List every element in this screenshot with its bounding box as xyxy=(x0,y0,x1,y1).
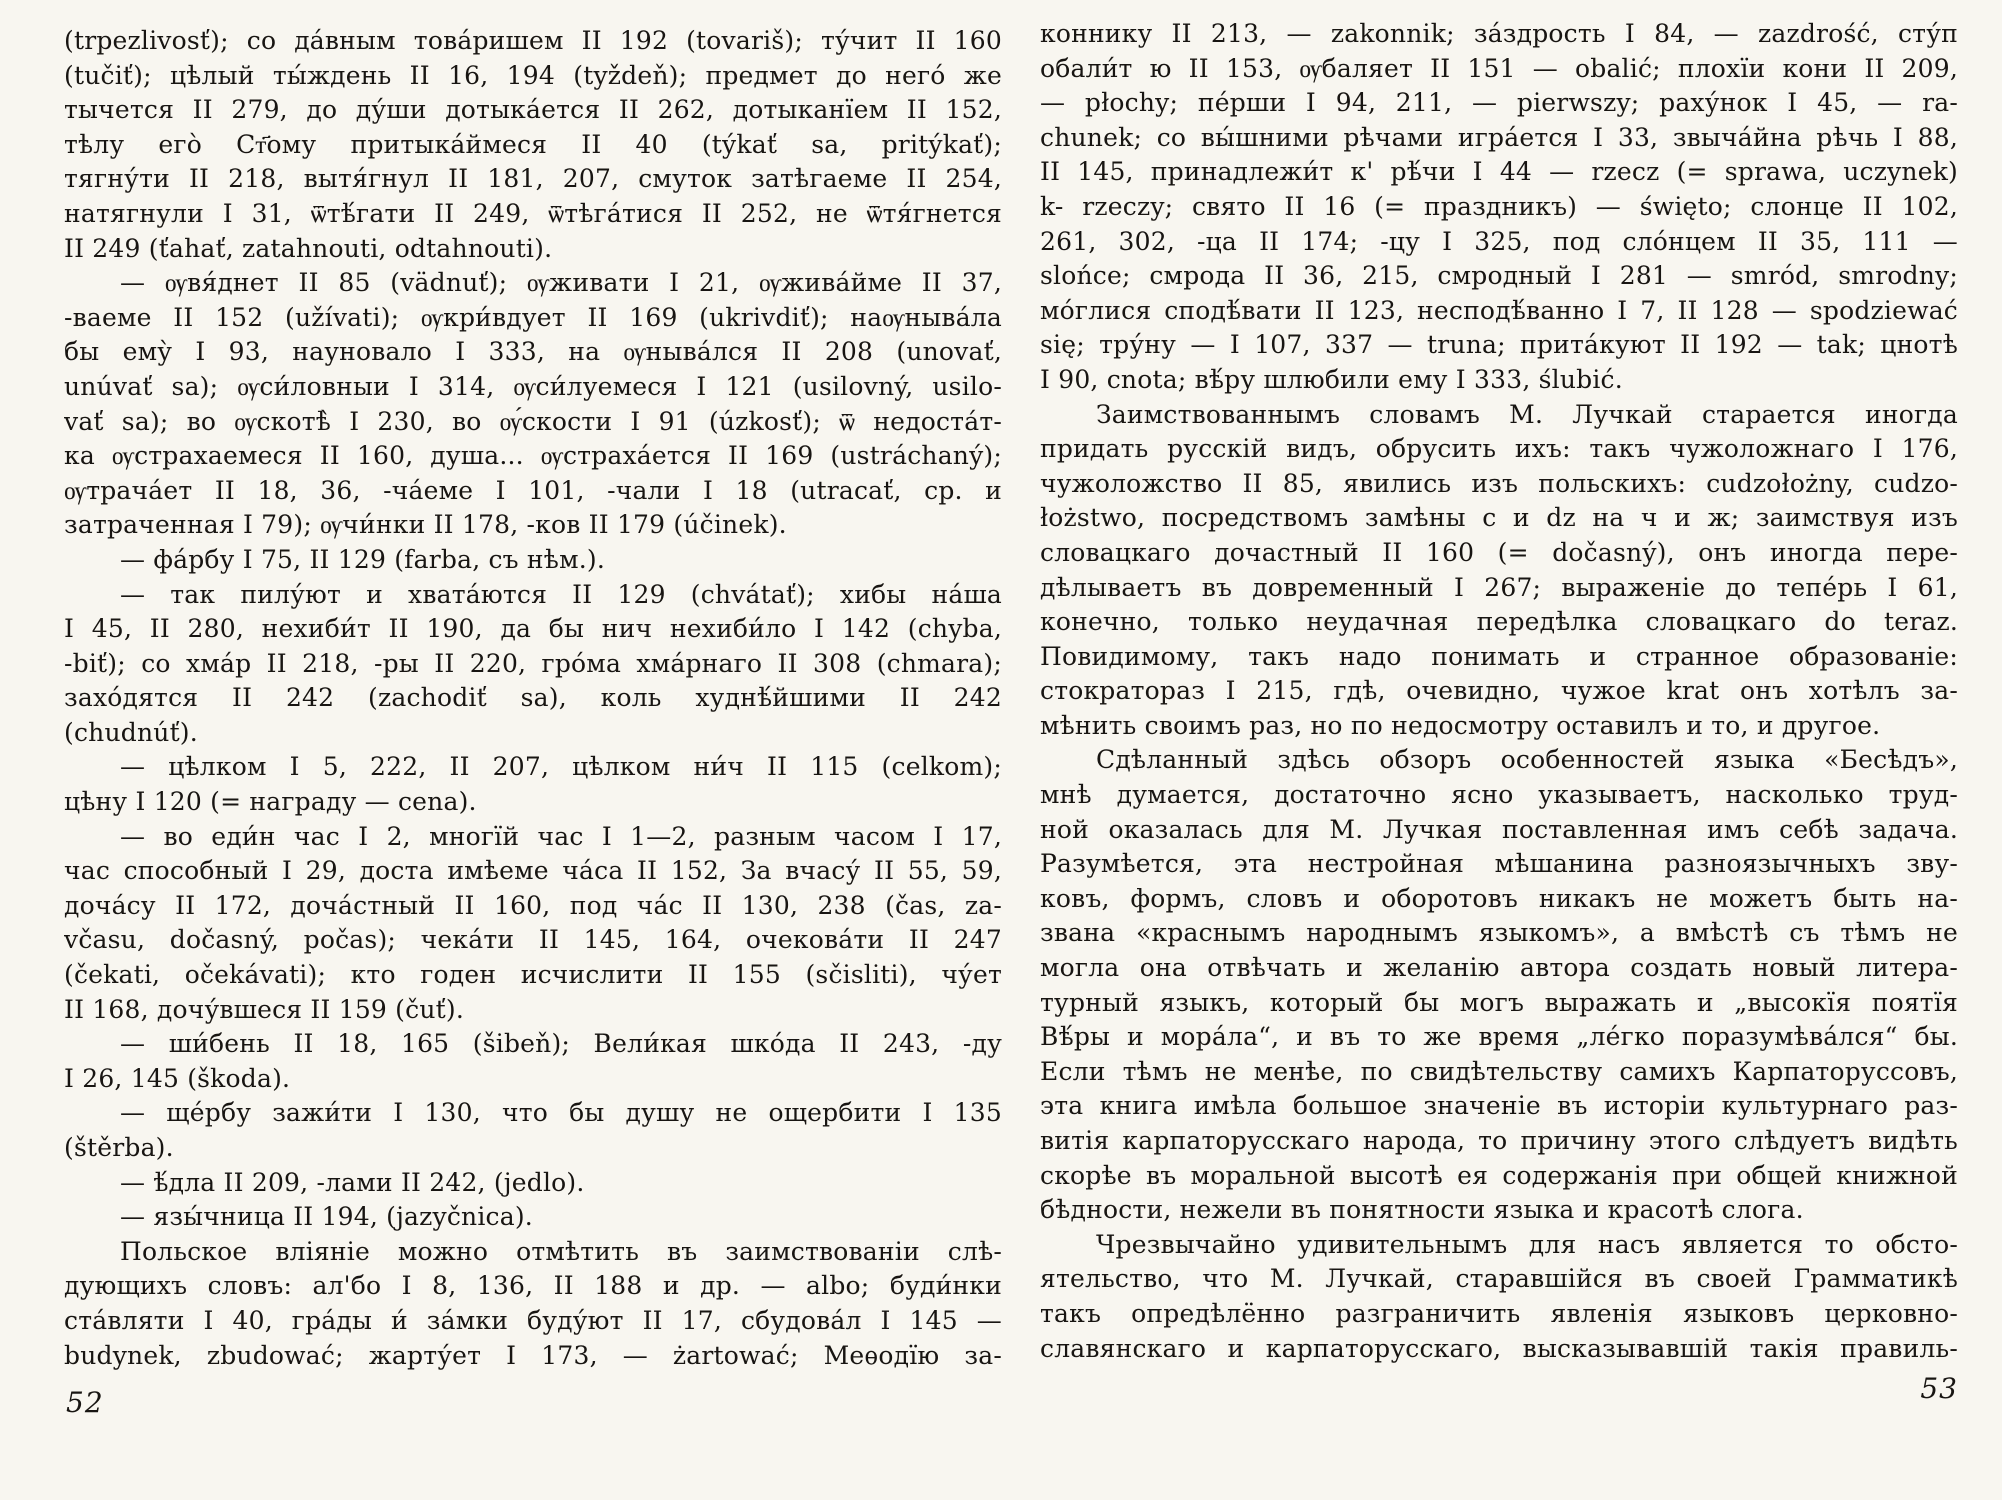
text-line: (tučiť); цѣлый ты́ждень II 16, 194 (tyždeň); предмет до него́ же xyxy=(64,60,1002,90)
text-line: 261, 302, -ца II 174; -цу I 325, под сло́нцем II 35, 111 — xyxy=(1040,226,1958,256)
text-line: I 26, 145 (škoda). xyxy=(64,1063,291,1093)
text-line: звана «краснымъ народнымъ языкомъ», а вмѣстѣ съ тѣмъ не xyxy=(1040,918,1958,948)
text-line: словацкаго дочастный II 160 (= dočasný), онъ иногда пере- xyxy=(1040,537,1958,567)
text-line: Разумѣется, эта нестройная мѣшанина разноязычныхъ зву- xyxy=(1040,849,1958,879)
text-line: včasu, dočasný, počas); чека́ти II 145, 164, очекова́ти II 247 xyxy=(64,925,1002,955)
text-line: доча́су II 172, доча́стный II 160, под ча́с II 130, 238 (čas, za- xyxy=(64,890,1002,920)
right-page xyxy=(1010,0,2002,1500)
text-line: — ши́бень II 18, 165 (šibeň); Вели́кая шко́да II 243, -ду xyxy=(120,1029,1002,1059)
text-line: slońce; смрода II 36, 215, смродный I 281 — smród, smrodny; xyxy=(1040,261,1958,291)
text-line: (trpezlivosť); со да́вным това́ришем II 192 (tovariš); ту́чит II 160 xyxy=(64,26,1002,55)
text-line: (chudnúť). xyxy=(64,717,198,747)
text-line: łożstwo, посредствомъ замѣны c и dz на ч и ж; заимствуя изъ xyxy=(1040,503,1958,533)
text-line: unúvať sa); ѹси́ловныи I 314, ѹси́луемеся I 121 (usilovný, usilo- xyxy=(64,371,1002,401)
text-line: Сдѣланный здѣсь обзоръ особенностей языка «Бесѣдъ», xyxy=(1096,745,1958,775)
text-line: budynek, zbudować; жарту́ет I 173, — żartować; Меѳодїю за- xyxy=(64,1340,1002,1370)
text-line: тягну́ти II 218, вытя́гнул II 181, 207, смуток затѣгаеме II 254, xyxy=(64,164,1002,194)
text-line: vať sa); во ѹскотѣ̀ I 230, во ѹ́скости I 91 (úzkosť); ѿ недоста́т- xyxy=(64,406,1002,436)
text-line: — так пилу́ют и хвата́ются II 129 (chvátať); хибы на́ша xyxy=(120,579,1002,609)
text-line: chunek; со вы́шними рѣчами игра́ется I 33, звыча́йна рѣчь I 88, xyxy=(1040,122,1958,152)
text-line: эта книга имѣла большое значеніе въ исторіи культурнаго раз- xyxy=(1040,1091,1958,1121)
text-line: — ѹвя́днет II 85 (vädnuť); ѹживати I 21, ѹжива́йме II 37, xyxy=(120,268,1002,298)
text-line: II 145, принадлежи́т к' рѣ́чи I 44 — rzecz (= sprawa, uczynek) xyxy=(1040,157,1958,187)
text-line: могла она отвѣчать и желанію автора создать новый литера- xyxy=(1040,953,1958,983)
text-line: (čekati, očekávati); кто годен исчислити II 155 (sčisliti), чу́ет xyxy=(64,960,1002,990)
text-line: Вѣ́ры и мора́ла“, и въ то же время „ле́гко поразумѣва́лся“ бы. xyxy=(1040,1022,1958,1052)
text-line: I 90, cnota; вѣ́ру шлюбили ему I 333, ślubić. xyxy=(1040,364,1623,394)
text-line: k- rzeczy; свято II 16 (= праздникъ) — święto; слонце II 102, xyxy=(1040,191,1958,221)
text-line: мѣнить своимъ раз, но по недосмотру оставилъ и то, и другое. xyxy=(1040,710,1881,740)
text-line: ста́вляти I 40, гра́ды и́ за́мки буду́ют II 17, сбудова́л I 145 — xyxy=(64,1305,1002,1335)
text-line: мо́глися сподѣ́вати II 123, несподѣ́ванно I 7, II 128 — spodziewać xyxy=(1040,295,1958,325)
text-line: Чрезвычайно удивительнымъ для насъ является то обсто- xyxy=(1096,1229,1958,1259)
text-line: дѣлываетъ въ довременный I 267; выраженіе до тепе́рь I 61, xyxy=(1040,572,1958,602)
text-line: -ваеме II 152 (užívati); ѹкри́вдует II 169 (ukrivdiť); наѹныва́ла xyxy=(64,302,1002,332)
text-line: II 249 (ťahať, zatahnouti, odtahnouti). xyxy=(64,233,553,263)
text-line: витія карпаторусскаго народа, то причину этого слѣдуетъ видѣть xyxy=(1040,1126,1958,1155)
right-page-number: 53 xyxy=(1920,1372,1958,1405)
text-line: бѣдности, нежели въ понятности языка и красотѣ слога. xyxy=(1040,1195,1804,1225)
text-line: — ще́рбу зажи́ти I 130, что бы душу не ощербити I 135 xyxy=(120,1098,1002,1128)
text-line: I 45, II 280, нехиби́т II 190, да бы нич нехиби́ло I 142 (chyba, xyxy=(64,614,1002,644)
text-line: славянскаго и карпаторусскаго, высказывавшій такія правиль- xyxy=(1040,1333,1958,1363)
text-line: придать русскій видъ, обрусить ихъ: такъ чужоложнаго I 176, xyxy=(1040,434,1958,464)
text-line: натягнули I 31, ѿтѣ́гати II 249, ѿтѣга́тися II 252, не ѿтя́гнется xyxy=(64,198,1002,228)
text-line: ятельство, что М. Лучкай, старавшійся въ своей Грамматикѣ xyxy=(1040,1264,1958,1294)
left-page-number: 52 xyxy=(66,1386,104,1419)
text-line: тычется II 279, до ду́ши дотыка́ется II 262, дотыканїем II 152, xyxy=(64,95,1002,125)
text-line: — фа́рбу I 75, II 129 (farba, съ нѣм.). xyxy=(120,544,605,574)
text-line: -biť); со хма́р II 218, -ры II 220, гро́ма хма́рнаго II 308 (chmara); xyxy=(64,648,1002,678)
text-line: — язы́чница II 194, (jazyčnica). xyxy=(120,1202,533,1232)
text-line: II 168, дочу́вшеся II 159 (čuť). xyxy=(64,994,464,1024)
text-line: — во еди́н час I 2, многїй час I 1—2, разным часом I 17, xyxy=(120,821,1002,851)
text-line: чужоложство II 85, явились изъ польскихъ: cudzołożny, cudzo- xyxy=(1040,468,1958,498)
left-page-text xyxy=(64,24,1002,1373)
text-line: ка ѹстрахаемеся II 160, душа... ѹстраха́ется II 169 (ustráchaný); xyxy=(64,441,1002,471)
text-line: ѹтрача́ет II 18, 36, -ча́еме I 101, -чали I 18 (utracať, ср. и xyxy=(64,475,1002,505)
text-line: ковъ, формъ, словъ и оборотовъ никакъ не можетъ быть на- xyxy=(1040,883,1958,913)
text-line: — płochy; пе́рши I 94, 211, — pierwszy; раху́нок I 45, — ra- xyxy=(1040,88,1958,118)
text-line: бы ему̀ I 93, науновало I 333, на ѹныва́лся II 208 (unovať, xyxy=(64,337,1002,367)
text-line: затраченная I 79); ѹчи́нки II 178, -ков II 179 (účinek). xyxy=(64,510,787,540)
text-line: тѣлу его̀ Ст҃ому притыка́ймеся II 40 (týkať sa, pritýkať); xyxy=(64,129,1002,159)
text-line: такъ опредѣлённо разграничить явленія языковъ церковно- xyxy=(1040,1298,1958,1328)
text-line: Повидимому, такъ надо понимать и странное образованіе: xyxy=(1040,641,1958,671)
text-line: мнѣ думается, достаточно ясно указываетъ, насколько труд- xyxy=(1040,780,1958,810)
text-line: Польское вліяніе можно отмѣтить въ заимствованіи слѣ- xyxy=(120,1236,1002,1266)
text-line: цѣну I 120 (= награду — cena). xyxy=(64,787,477,817)
text-line: захо́дятся II 242 (zachodiť sa), коль худнѣ́йшими II 242 xyxy=(64,683,1002,713)
text-line: — цѣлком I 5, 222, II 207, цѣлком ни́ч II 115 (celkom); xyxy=(120,752,1002,782)
text-line: турный языкъ, который бы могъ выражать и „высокїя поятїя xyxy=(1040,987,1958,1017)
text-line: дующихъ словъ: ал'бо I 8, 136, II 188 и др. — albo; буди́нки xyxy=(64,1271,1002,1301)
text-line: Если тѣмъ не менѣе, по свидѣтельству самихъ Карпаторуссовъ, xyxy=(1040,1056,1958,1086)
text-line: коннику II 213, — zakonnik; за́здрость I 84, — zazdrość, сту́п xyxy=(1040,19,1958,48)
text-line: ной оказалась для М. Лучкая поставленная имъ себѣ задача. xyxy=(1040,814,1958,844)
right-page-text xyxy=(1040,17,1958,1366)
text-line: скорѣе въ моральной высотѣ ея содержанія при общей книжной xyxy=(1040,1160,1958,1190)
text-line: час способный I 29, доста имѣеме ча́са II 152, За вчасу́ II 55, 59, xyxy=(64,856,1002,886)
text-line: (štěrba). xyxy=(64,1133,174,1162)
text-line: Заимствованнымъ словамъ М. Лучкай старается иногда xyxy=(1096,399,1958,429)
text-line: się; тру́ну — I 107, 337 — truna; прита́куют II 192 — tak; цнотѣ xyxy=(1040,330,1958,360)
text-line: конечно, только неудачная передѣлка словацкаго do teraz. xyxy=(1040,607,1958,637)
text-line: обали́т ю II 153, ѹбаляет II 151 — obalić; плохїи кони II 209, xyxy=(1040,53,1958,83)
text-line: стократораз I 215, гдѣ, очевидно, чужое krat онъ хотѣлъ за- xyxy=(1040,676,1958,706)
text-line: — ѣ́дла II 209, -лами II 242, (jedlo). xyxy=(120,1167,585,1197)
